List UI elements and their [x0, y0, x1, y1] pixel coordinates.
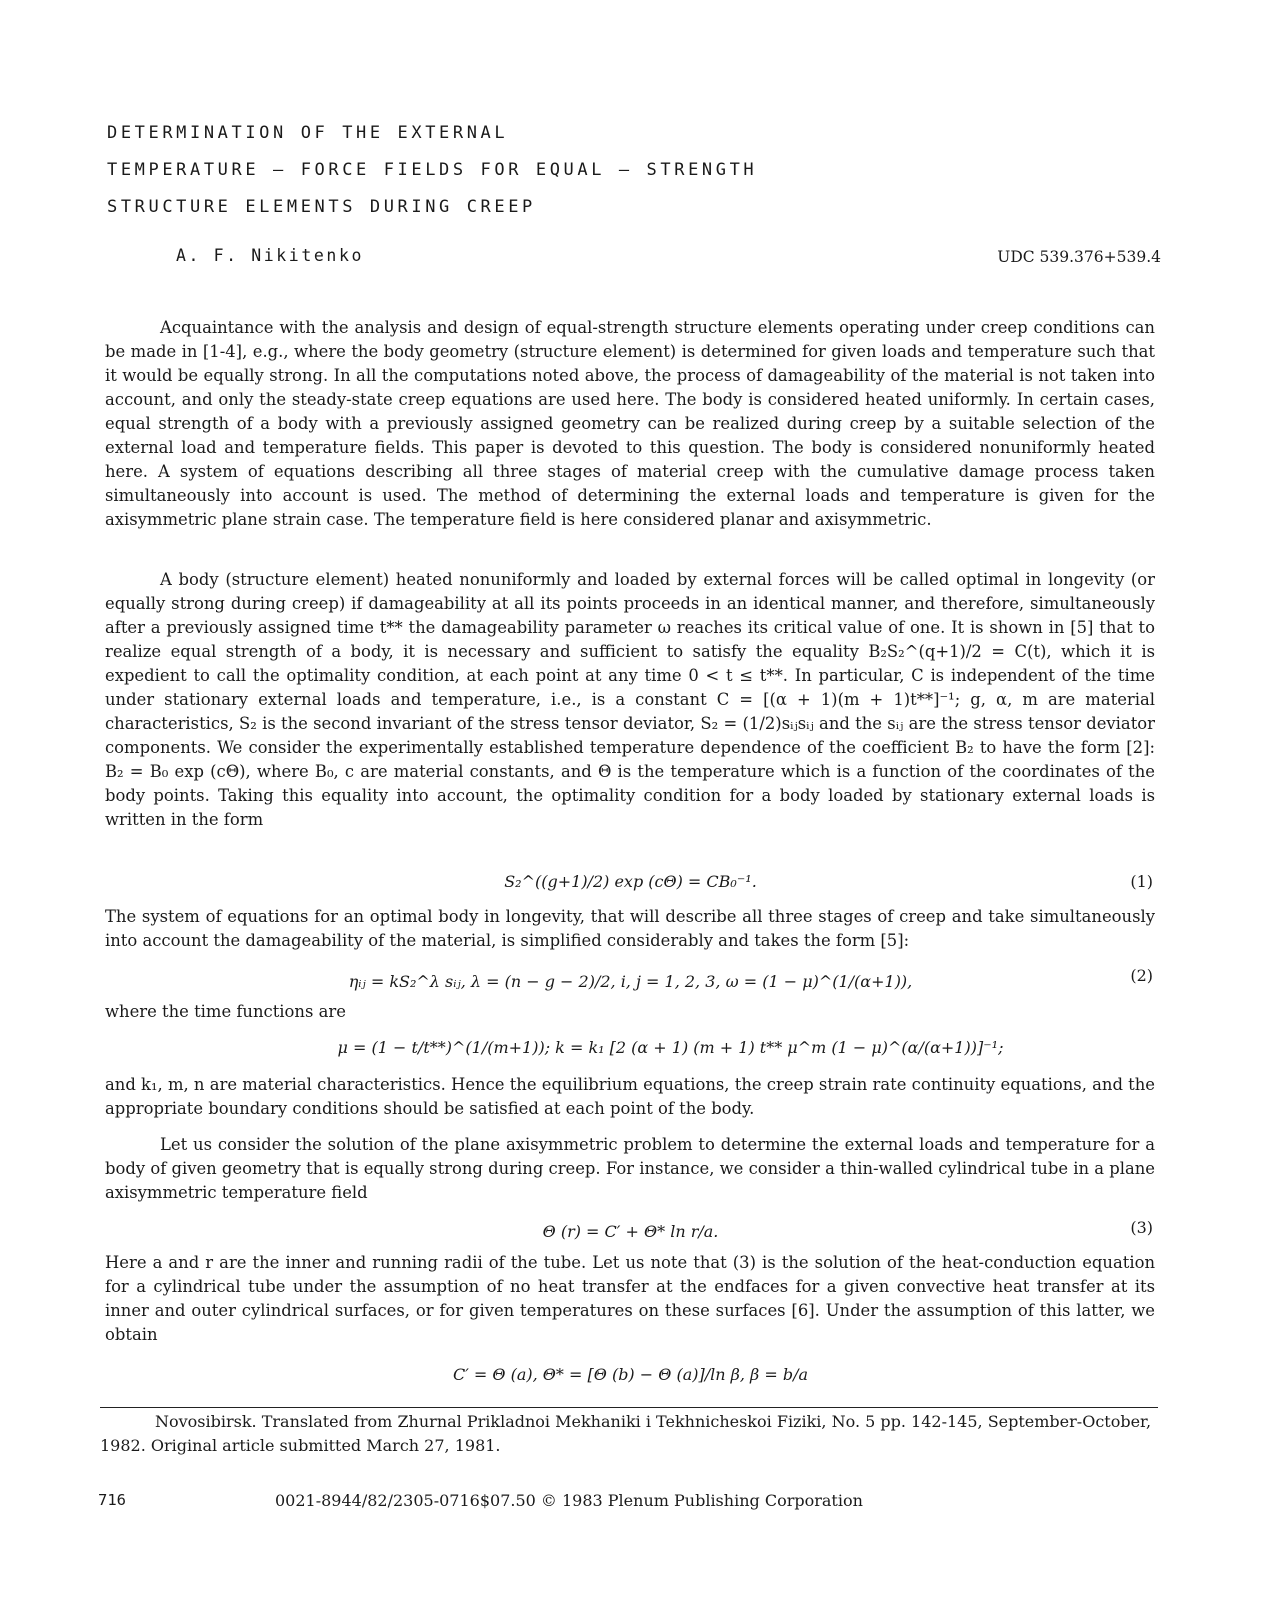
paragraph-time-functions: where the time functions are [105, 1002, 346, 1021]
equation-2-number: (2) [1130, 966, 1153, 985]
paragraph-intro: Acquaintance with the analysis and design of equal-strength structure elements operating under creep conditions can be made in [1-4], e.g., where the body geometry (structure element) is determined for given loads and temperature such that it would be equally strong. In all the computations noted above, the process of damageability of the material is not taken into account, and only the steady-state creep equations are used here. The body is considered heated uniformly. In certain cases, equal strength of a body with a previously assigned geometry can be realized during creep by a suitable selection of the external load and temperature fields. This paper is devoted to this question. The body is considered nonuniformly heated here. A system of equations describing all three stages of material creep with the cumulative damage process taken simultaneously into account is used. The method of determining the external loads and temperature is given for the axisymmetric plane strain case. The temperature field is here considered planar and axisymmetric. [105, 318, 1155, 529]
udc-code: UDC 539.376+539.4 [997, 248, 1161, 266]
paragraph-system: The system of equations for an optimal body in longevity, that will describe all three stages of creep and take simultaneously into account the damageability of the material, is simplified considerably and takes the form [5]: [105, 907, 1155, 950]
author: A. F. Nikitenko [176, 246, 365, 265]
equation-3-number: (3) [1130, 1218, 1153, 1237]
footnote: Novosibirsk. Translated from Zhurnal Prikladnoi Mekhaniki i Tekhnicheskoi Fiziki, No. 5 pp. 142-145, September-October, 1982. Original article submitted March 27, 1981. [100, 1412, 1152, 1455]
title-line-2: TEMPERATURE – FORCE FIELDS FOR EQUAL – STRENGTH [107, 160, 758, 180]
paragraph-problem: Let us consider the solution of the plane axisymmetric problem to determine the external loads and temperature for a body of given geometry that is equally strong during creep. For instance, we consider a thin-walled cylindrical tube in a plane axisymmetric temperature field [105, 1135, 1155, 1202]
paragraph-characteristics: and k₁, m, n are material characteristics. Hence the equilibrium equations, the creep strain rate continuity equations, and the appropriate boundary conditions should be satisfied at each point of the body. [105, 1075, 1155, 1118]
paragraph-heat-conduction: Here a and r are the inner and running radii of the tube. Let us note that (3) is the solution of the heat-conduction equation for a cylindrical tube under the assumption of no heat transfer at the endfaces for a given convective heat transfer at its inner and outer cylindrical surfaces, or for given temperatures on these surfaces [6]. Under the assumption of this latter, we obtain [105, 1253, 1155, 1344]
title-line-1: DETERMINATION OF THE EXTERNAL [107, 123, 509, 143]
footnote-divider [100, 1407, 1158, 1408]
paragraph-optimality: A body (structure element) heated nonuniformly and loaded by external forces will be called optimal in longevity (or equally strong during creep) if damageability at all its points proceeds in an identical manner, and therefore, simultaneously after a previously assigned time t** the damageability parameter ω reaches its critical value of one. It is shown in [5] that to realize equal strength of a body, it is necessary and sufficient to satisfy the equality B₂S₂^(q+1)/2 = C(t), which it is expedient to call the optimality condition, at each point at any time 0 < t ≤ t**. In particular, C is independent of the time under stationary external loads and temperature, i.e., is a constant C = [(α + 1)(m + 1)t**]⁻¹; g, α, m are material characteristics, S₂ is the second invariant of the stress tensor deviator, S₂ = (1/2)sᵢⱼsᵢⱼ and the sᵢⱼ are the stress tensor deviator components. We consider the experimentally established temperature dependence of the coefficient B₂ to have the form [2]: B₂ = B₀ exp (cΘ), where B₀, c are material constants, and Θ is the temperature which is a function of the coordinates of the body points. Taking this equality into account, the optimality condition for a body loaded by stationary external loads is written in the form [105, 570, 1155, 829]
publication-code: 0021-8944/82/2305-0716$07.50 © 1983 Plenum Publishing Corporation [275, 1491, 863, 1510]
equation-3: Θ (r) = C′ + Θ* ln r/a. [542, 1222, 719, 1241]
page-number: 716 [98, 1491, 126, 1509]
equation-1-number: (1) [1130, 872, 1153, 891]
title-line-3: STRUCTURE ELEMENTS DURING CREEP [107, 197, 536, 217]
equation-1: S₂^((g+1)/2) exp (cΘ) = CB₀⁻¹. [504, 872, 757, 891]
equation-2: ηᵢⱼ = kS₂^λ sᵢⱼ, λ = (n − g − 2)/2, i, j = 1, 2, 3, ω = (1 − μ)^(1/(α+1)), [348, 972, 913, 991]
equation-4: C′ = Θ (a), Θ* = [Θ (b) − Θ (a)]/ln β, β = b/a [452, 1365, 809, 1384]
equation-time-functions: μ = (1 − t/t**)^(1/(m+1)); k = k₁ [2 (α + 1) (m + 1) t** μ^m (1 − μ)^(α/(α+1))]⁻¹; [337, 1038, 1004, 1057]
